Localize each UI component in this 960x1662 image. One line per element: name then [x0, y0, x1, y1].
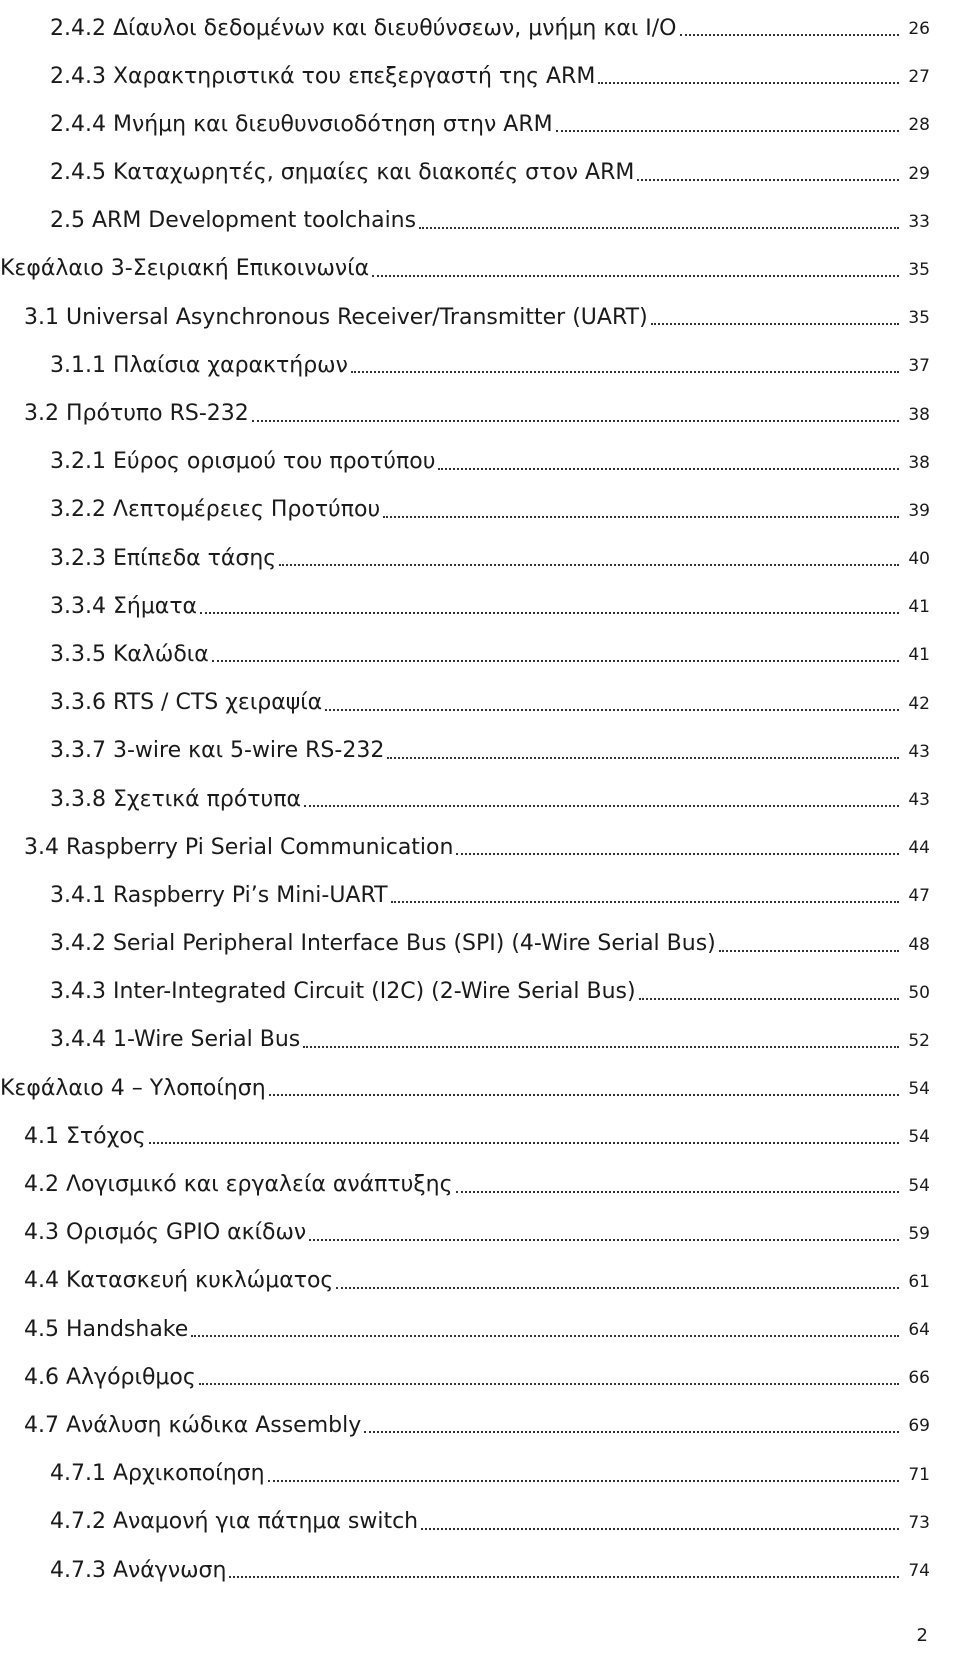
- toc-entry-page: 39: [908, 500, 930, 521]
- dot-leader: [639, 998, 899, 1000]
- toc-entry-title: Κεφάλαιο 3-Σειριακή Επικοινωνία: [0, 256, 370, 282]
- dot-leader: [303, 1046, 899, 1048]
- toc-entry-page: 37: [908, 356, 930, 377]
- toc-entry-title: 3.1 Universal Asynchronous Receiver/Transmitter (UART): [24, 304, 648, 330]
- toc-entry-page: 43: [908, 790, 930, 810]
- toc-entry[interactable]: [0, 1305, 960, 1353]
- toc-entry[interactable]: [0, 197, 960, 245]
- dot-leader: [336, 1287, 899, 1289]
- dot-leader: [680, 34, 900, 36]
- toc-entry-title: 3.4.1 Raspberry Pi’s Mini-UART: [50, 882, 388, 908]
- page-number: 2: [916, 1625, 928, 1646]
- dot-leader: [598, 82, 899, 84]
- toc-entry[interactable]: [0, 100, 960, 148]
- dot-leader: [268, 1480, 899, 1482]
- toc-entry-page: 66: [908, 1368, 930, 1389]
- toc-entry-title: 3.4.4 1-Wire Serial Bus: [50, 1027, 301, 1053]
- toc-entry[interactable]: [0, 871, 960, 919]
- toc-entry-title: 4.5 Handshake: [24, 1316, 189, 1342]
- toc-entry-title: 4.2 Λογισμικό και εργαλεία ανάπτυξης: [24, 1172, 453, 1197]
- dot-leader: [252, 420, 899, 422]
- toc-entry-page: 54: [908, 1127, 930, 1148]
- dot-leader: [309, 1239, 899, 1241]
- toc-entry-page: 38: [908, 452, 930, 473]
- toc-entry-title: 3.4.3 Inter-Integrated Circuit (I2C) (2-Wire Serial Bus): [50, 979, 636, 1005]
- dot-leader: [637, 179, 899, 181]
- dot-leader: [229, 1576, 899, 1578]
- toc-entry[interactable]: [0, 582, 960, 630]
- toc-entry-title: 2.4.3 Χαρακτηριστικά του επεξεργαστή της ARM: [50, 63, 596, 89]
- toc-entry-page: 73: [908, 1512, 930, 1533]
- toc-entry[interactable]: [0, 1209, 960, 1257]
- toc-entry-page: 27: [908, 67, 930, 88]
- dot-leader: [419, 227, 899, 229]
- toc-entry-title: 4.7 Ανάλυση κώδικα Assembly: [24, 1412, 362, 1438]
- dot-leader: [279, 564, 899, 566]
- toc-entry[interactable]: [0, 1257, 960, 1305]
- toc-entry-page: 40: [908, 549, 930, 570]
- dot-leader: [421, 1528, 899, 1530]
- toc-entry[interactable]: [0, 630, 960, 678]
- toc-entry[interactable]: [0, 1161, 960, 1209]
- toc-entry-title: 3.4 Raspberry Pi Serial Communication: [24, 834, 454, 860]
- toc-entry[interactable]: [0, 534, 960, 582]
- dot-leader: [387, 757, 899, 759]
- toc-entry[interactable]: [0, 149, 960, 197]
- dot-leader: [651, 323, 899, 325]
- toc-entry-title: 2.5 ARM Development toolchains: [50, 208, 417, 234]
- toc-entry-title: 3.2.2 Λεπτομέρειες Προτύπου: [50, 497, 381, 523]
- toc-entry[interactable]: [0, 823, 960, 871]
- toc-entry[interactable]: [0, 1450, 960, 1498]
- toc-entry[interactable]: [0, 1498, 960, 1546]
- dot-leader: [149, 1142, 899, 1144]
- dot-leader: [383, 516, 899, 518]
- dot-leader: [372, 275, 899, 277]
- toc-entry-title: 4.1 Στόχος: [24, 1123, 146, 1149]
- toc-entry-title: 3.2 Πρότυπο RS-232: [24, 401, 249, 426]
- toc-entry[interactable]: [0, 968, 960, 1016]
- toc-entry[interactable]: [0, 1112, 960, 1160]
- dot-leader: [199, 1383, 899, 1385]
- toc-entry-title: 3.3.7 3-wire και 5-wire RS-232: [50, 738, 385, 764]
- toc-entry-page: 38: [908, 404, 930, 425]
- toc-entry-title: 3.2.1 Εύρος ορισμού του προτύπου: [50, 449, 436, 475]
- toc-entry-page: 26: [908, 19, 930, 39]
- toc-entry-title: 4.6 Αλγόριθμος: [24, 1364, 196, 1390]
- dot-leader: [391, 901, 899, 903]
- toc-entry-page: 42: [908, 693, 930, 714]
- toc-entry-title: 4.7.2 Αναμονή για πάτημα switch: [50, 1509, 419, 1535]
- toc-entry-title: 3.2.3 Επίπεδα τάσης: [50, 545, 277, 571]
- toc-entry-title: 3.3.8 Σχετικά πρότυπα: [50, 786, 302, 812]
- dot-leader: [269, 1094, 899, 1096]
- dot-leader: [200, 612, 899, 614]
- table-of-contents: [0, 4, 960, 1594]
- toc-entry-page: 74: [908, 1561, 930, 1581]
- toc-entry[interactable]: [0, 486, 960, 534]
- toc-entry-page: 52: [908, 1030, 930, 1051]
- toc-entry-title: 3.3.5 Καλώδια: [50, 641, 209, 667]
- toc-entry[interactable]: [0, 390, 960, 438]
- toc-entry[interactable]: [0, 4, 960, 52]
- toc-entry-title: 4.3 Ορισμός GPIO ακίδων: [24, 1220, 307, 1246]
- toc-entry-page: 29: [908, 163, 930, 184]
- toc-entry-page: 47: [908, 886, 930, 907]
- toc-entry[interactable]: [0, 341, 960, 389]
- toc-entry-page: 54: [908, 1175, 930, 1196]
- toc-entry-page: 59: [908, 1223, 930, 1244]
- toc-entry[interactable]: [0, 1064, 960, 1112]
- toc-entry-title: 4.7.3 Ανάγνωση: [50, 1557, 227, 1583]
- dot-leader: [212, 660, 899, 662]
- toc-entry-page: 50: [908, 982, 930, 1003]
- dot-leader: [191, 1335, 899, 1337]
- toc-entry[interactable]: [0, 920, 960, 968]
- toc-entry[interactable]: [0, 52, 960, 100]
- toc-entry[interactable]: [0, 293, 960, 341]
- toc-entry[interactable]: [0, 438, 960, 486]
- toc-entry-page: 41: [908, 645, 930, 666]
- toc-entry-title: Κεφάλαιο 4 – Υλοποίηση: [0, 1075, 266, 1101]
- dot-leader: [438, 468, 899, 470]
- toc-entry[interactable]: [0, 727, 960, 775]
- toc-entry-page: 69: [908, 1416, 930, 1437]
- toc-entry-title: 3.3.6 RTS / CTS χειραψία: [50, 690, 323, 716]
- toc-entry-title: 2.4.4 Μνήμη και διευθυνσιοδότηση στην ARM: [50, 111, 553, 137]
- toc-entry-title: 2.4.5 Καταχωρητές, σημαίες και διακοπές στον ARM: [50, 160, 635, 186]
- toc-entry-page: 48: [908, 934, 930, 955]
- dot-leader: [304, 805, 899, 807]
- toc-entry-page: 35: [908, 308, 930, 329]
- toc-entry[interactable]: [0, 1401, 960, 1449]
- dot-leader: [719, 950, 899, 952]
- toc-entry-page: 43: [908, 741, 930, 762]
- toc-entry-title: 3.3.4 Σήματα: [50, 593, 198, 619]
- toc-entry[interactable]: [0, 775, 960, 823]
- dot-leader: [456, 1191, 899, 1193]
- toc-entry[interactable]: [0, 245, 960, 293]
- toc-entry-title: 3.4.2 Serial Peripheral Interface Bus (SPI) (4-Wire Serial Bus): [50, 931, 716, 957]
- dot-leader: [351, 371, 899, 373]
- toc-entry-title: 4.4 Κατασκευή κυκλώματος: [24, 1268, 334, 1294]
- toc-entry[interactable]: [0, 1546, 960, 1594]
- toc-entry-page: 71: [908, 1464, 930, 1485]
- dot-leader: [364, 1431, 899, 1433]
- toc-entry-title: 4.7.1 Αρχικοποίηση: [50, 1461, 265, 1487]
- toc-entry[interactable]: [0, 1016, 960, 1064]
- toc-entry-page: 54: [908, 1079, 930, 1100]
- toc-entry-page: 41: [908, 597, 930, 618]
- toc-entry-page: 33: [908, 211, 930, 232]
- toc-entry-page: 64: [908, 1320, 930, 1341]
- toc-entry-page: 44: [908, 838, 930, 859]
- dot-leader: [456, 853, 899, 855]
- toc-entry-page: 61: [908, 1271, 930, 1292]
- toc-entry-page: 28: [908, 115, 930, 136]
- toc-entry-title: 2.4.2 Δίαυλοι δεδομένων και διευθύνσεων, μνήμη και I/O: [50, 15, 677, 41]
- toc-entry[interactable]: [0, 679, 960, 727]
- dot-leader: [556, 130, 899, 132]
- toc-entry-title: 3.1.1 Πλαίσια χαρακτήρων: [50, 352, 348, 378]
- toc-entry[interactable]: [0, 1353, 960, 1401]
- toc-entry-page: 35: [908, 259, 930, 280]
- dot-leader: [325, 709, 899, 711]
